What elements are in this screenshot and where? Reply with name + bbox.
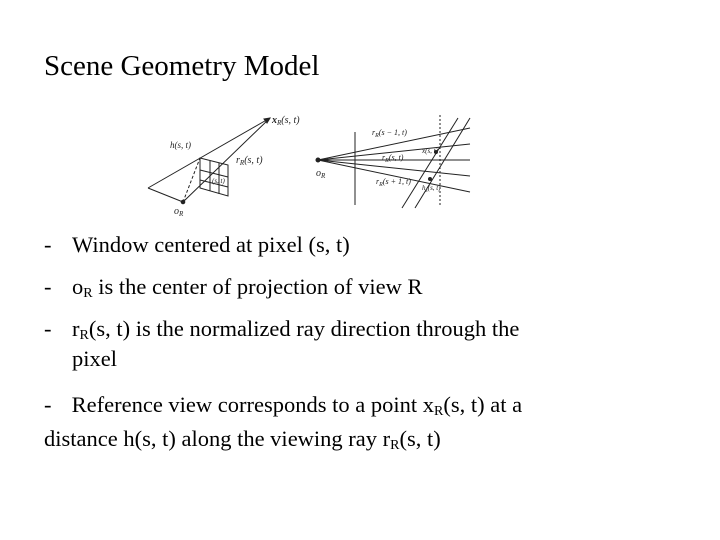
bullet-text-pre: distance h(s, t) along the viewing ray r [44, 426, 391, 451]
bullet-subscript: R [390, 438, 400, 453]
label-st: (s, t) [212, 177, 225, 185]
surface-line [415, 118, 470, 208]
label-r-minus: $r_R(s - 1$, t) [372, 128, 407, 139]
depth-dashed-line [183, 158, 200, 202]
bullet-text: Window centered at pixel (s, t) [72, 232, 350, 257]
bullet-subscript: R [83, 286, 93, 301]
or-point-right [316, 158, 320, 162]
bullet-4 [44, 392, 522, 418]
bullet-3-continuation: pixel [72, 346, 117, 371]
label-r-center: $r_R(s$, t) [382, 153, 404, 164]
scene-geometry-figure [140, 110, 490, 220]
h-point [429, 178, 432, 181]
or-point [181, 200, 185, 204]
slide-title: Scene Geometry Model [44, 50, 320, 82]
bullet-text-pre: o [72, 274, 84, 299]
bullet-text-post: (s, t) [399, 426, 441, 451]
bullet-subscript: R [434, 404, 444, 419]
label-xr: $x_R(s$, t) [272, 115, 300, 127]
label-or-right: $o_R$ [316, 168, 326, 180]
bullet-4-continuation [44, 426, 441, 452]
label-rr: $r_R(s$, t) [236, 155, 263, 167]
bullet-text-pre: r [72, 316, 80, 341]
figure-svg [140, 110, 490, 220]
ray-lower-mid [318, 160, 470, 176]
bullet-text-pre: Reference view corresponds to a point x [66, 392, 434, 417]
bullet-dash: - [44, 392, 52, 417]
label-x-st: x(s, t) [422, 147, 438, 155]
plane-grid-line [200, 170, 228, 177]
surface-line-2 [402, 118, 458, 208]
bullet-2 [44, 274, 423, 300]
bullet-subscript: R [79, 328, 89, 343]
label-h-xst: $h_x(s$, t) [422, 184, 441, 194]
ray-lower [318, 160, 470, 192]
label-h: h(s, t) [170, 140, 191, 150]
bullet-3 [44, 316, 519, 342]
bullet-dash: - [44, 316, 52, 341]
bullet-dash: - [44, 274, 52, 299]
bullet-text-post: (s, t) is the normalized ray direction through the [88, 316, 520, 341]
bullet-dash: - [44, 232, 52, 257]
label-r-plus: $r_R(s + 1$, t) [376, 177, 411, 188]
label-or-left: $o_R$ [174, 206, 184, 218]
left-labels [170, 115, 300, 218]
bullet-text-post: is the center of projection of view R [92, 274, 423, 299]
base-edge [148, 188, 183, 202]
bullet-text-post: (s, t) at a [443, 392, 523, 417]
bullet-1 [44, 232, 350, 258]
